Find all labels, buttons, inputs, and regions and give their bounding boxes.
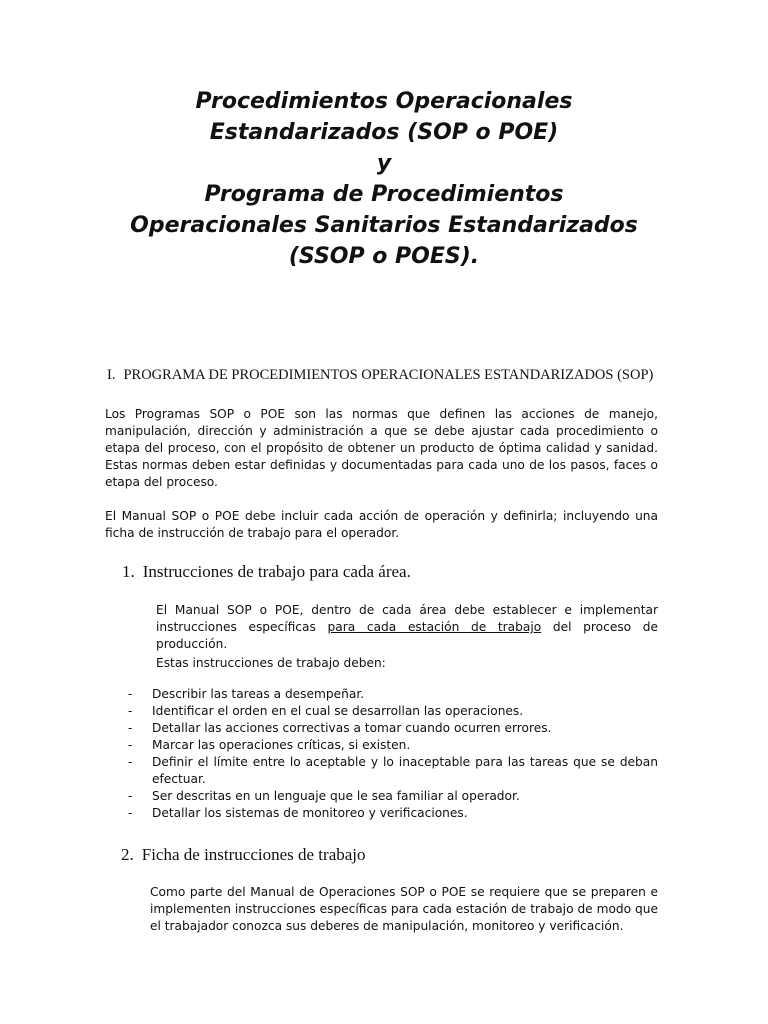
list-item: [128, 754, 658, 788]
title-line: Operacionales Sanitarios Estandarizados: [130, 213, 638, 238]
subsection-number: 2.: [121, 845, 134, 864]
section-heading: [107, 367, 653, 384]
list-item: [128, 805, 658, 822]
title-line: Estandarizados (SOP o POE): [209, 120, 559, 145]
subsection-paragraph: Como parte del Manual de Operaciones SOP o POE se requiere que se preparen e implementen instrucciones específicas para cada estación de trabajo de modo que el trabajador conozca sus deberes de manipulación, monitoreo y verificación.: [150, 885, 658, 933]
list-item-text: Detallar las acciones correctivas a tomar cuando ocurren errores.: [152, 721, 552, 735]
section-paragraph: Los Programas SOP o POE son las normas que definen las acciones de manejo, manipulación, dirección y administración a que se debe ajustar cada procedimiento o etapa del proceso, con el propósito de obtener un producto de óptima calidad y sanidad. Estas normas deben estar definidas y documentadas para cada uno de los pasos, faces o etapa del proceso.: [105, 407, 658, 489]
list-item: [128, 686, 658, 703]
subsection-heading-text: Ficha de instrucciones de trabajo: [141, 845, 366, 864]
bullet-dash: -: [128, 755, 133, 769]
title-line: y: [376, 151, 392, 176]
subsection-heading-text: Instrucciones de trabajo para cada área.: [142, 562, 411, 581]
subsection-heading: [121, 845, 366, 865]
section-heading-text: PROGRAMA DE PROCEDIMIENTOS OPERACIONALES ESTANDARIZADOS (SOP): [123, 367, 654, 383]
section-number: I.: [107, 367, 116, 383]
document-title: [0, 86, 768, 272]
title-line: (SSOP o POES).: [288, 244, 480, 269]
list-item: [128, 720, 658, 737]
list-item: [128, 703, 658, 720]
list-item-text: Detallar los sistemas de monitoreo y verificaciones.: [152, 806, 468, 820]
bullet-dash: -: [128, 738, 133, 752]
list-item: [128, 788, 658, 805]
bullet-dash: -: [128, 687, 133, 701]
title-line: Programa de Procedimientos: [204, 182, 564, 207]
bullet-dash: -: [128, 789, 133, 803]
list-item-text: Identificar el orden en el cual se desarrollan las operaciones.: [152, 704, 524, 718]
title-line: Procedimientos Operacionales: [195, 89, 573, 114]
subsection-heading: [122, 562, 411, 582]
bullet-dash: -: [128, 806, 133, 820]
paragraph-text: El Manual SOP o POE, dentro de cada área debe establecer e implementar instrucciones específicas: [156, 603, 658, 634]
bullet-dash: -: [128, 721, 133, 735]
underlined-text: para cada estación de trabajo: [327, 620, 542, 634]
subsection-paragraph: [156, 602, 658, 653]
list-item-text: Describir las tareas a desempeñar.: [152, 687, 365, 701]
list-item-text: Ser descritas en un lenguaje que le sea familiar al operador.: [152, 789, 520, 803]
instructions-list: [128, 686, 658, 822]
bullet-dash: -: [128, 704, 133, 718]
section-paragraph: El Manual SOP o POE debe incluir cada acción de operación y definirla; incluyendo una ficha de instrucción de trabajo para el operador.: [105, 509, 658, 540]
paragraph-text: del proceso de producción.: [156, 620, 659, 651]
list-item-text: Marcar las operaciones críticas, si existen.: [152, 738, 411, 752]
list-item: [128, 737, 658, 754]
subsection-number: 1.: [122, 562, 135, 581]
instructions-intro: Estas instrucciones de trabajo deben:: [156, 656, 386, 670]
list-item-text: Definir el límite entre lo aceptable y lo inaceptable para las tareas que se deban efectuar.: [152, 755, 658, 786]
